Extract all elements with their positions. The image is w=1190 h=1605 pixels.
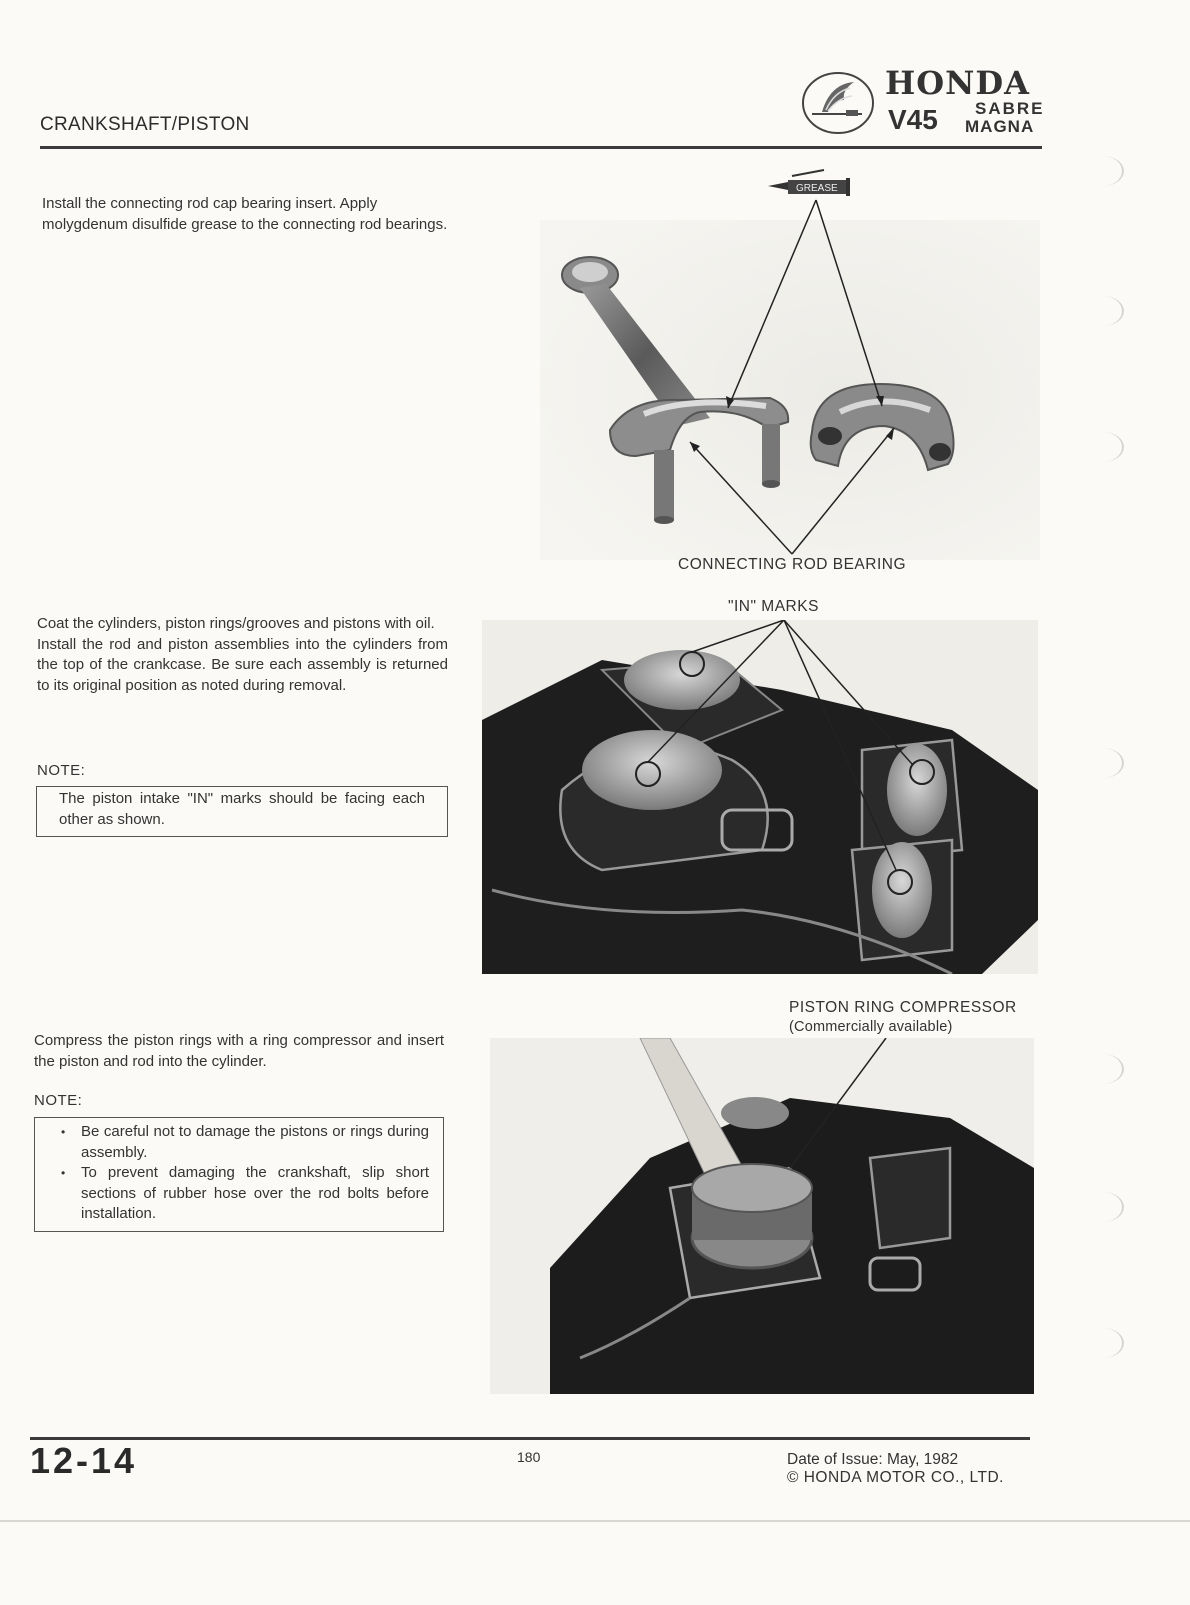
copyright: © HONDA MOTOR CO., LTD.: [787, 1469, 1004, 1486]
crankcase-pistons-photo: [482, 620, 1038, 974]
step3-note-item: • Be careful not to damage the pistons or rings during assembly.: [61, 1122, 429, 1163]
model-name: V45: [888, 104, 938, 135]
issue-date: Date of Issue: May, 1982: [787, 1451, 959, 1468]
step3-note-box: [34, 1117, 444, 1232]
model-variant-magna: MAGNA: [965, 117, 1035, 136]
step3-instruction: Compress the piston rings with a ring compressor and insert the piston and rod into the cylinder.: [34, 1032, 444, 1070]
step2-text-install: Install the rod and piston assemblies into the cylinders from the top of the crankcase. Be sure each assembly is returned to its original position as noted during removal.: [37, 635, 448, 694]
commercially-available-label: (Commercially available): [789, 1019, 953, 1035]
step2-text-oil: Coat the cylinders, piston rings/grooves and pistons with oil.: [37, 615, 435, 632]
binder-hole-icon: [1082, 296, 1124, 326]
binder-hole-icon: [1082, 1328, 1124, 1358]
section-page-code: 12-14: [30, 1440, 138, 1481]
binder-hole-icon: [1082, 748, 1124, 778]
connecting-rod-photo: [540, 160, 1040, 560]
ring-compressor-photo: [490, 1038, 1034, 1394]
piston-ring-compressor-label: PISTON RING COMPRESSOR: [789, 999, 1017, 1016]
scan-edge: [0, 1520, 1190, 1522]
step3-note-item: • To prevent damaging the crankshaft, slip short sections of rubber hose over the rod bolts before installation.: [61, 1163, 429, 1225]
honda-wing-logo-icon: [800, 70, 878, 136]
connecting-rod-bearing-label: CONNECTING ROD BEARING: [678, 556, 907, 573]
binder-hole-icon: [1082, 1054, 1124, 1084]
step2-note-label: NOTE:: [37, 762, 86, 779]
header-rule: [40, 146, 1042, 149]
page-number: 180: [517, 1449, 541, 1465]
in-marks-label: "IN" MARKS: [728, 598, 819, 615]
footer-rule: [30, 1437, 1030, 1440]
model-variant-sabre: SABRE: [975, 99, 1045, 118]
step3-note-label: NOTE:: [34, 1092, 83, 1109]
brand-name: HONDA: [885, 64, 1030, 102]
grease-gun-icon: [768, 170, 850, 196]
step2-note-text: The piston intake "IN" marks should be facing each other as shown.: [59, 790, 425, 828]
step1-instruction: Install the connecting rod cap bearing insert. Apply molygdenum disulfide grease to the connecting rod bearings.: [42, 195, 448, 233]
binder-hole-icon: [1082, 156, 1124, 186]
binder-hole-icon: [1082, 432, 1124, 462]
binder-hole-icon: [1082, 1192, 1124, 1222]
step2-instruction: [37, 614, 448, 696]
step2-note-box: [36, 786, 448, 837]
section-title: CRANKSHAFT/PISTON: [40, 114, 250, 135]
grease-label: GREASE: [796, 183, 838, 194]
